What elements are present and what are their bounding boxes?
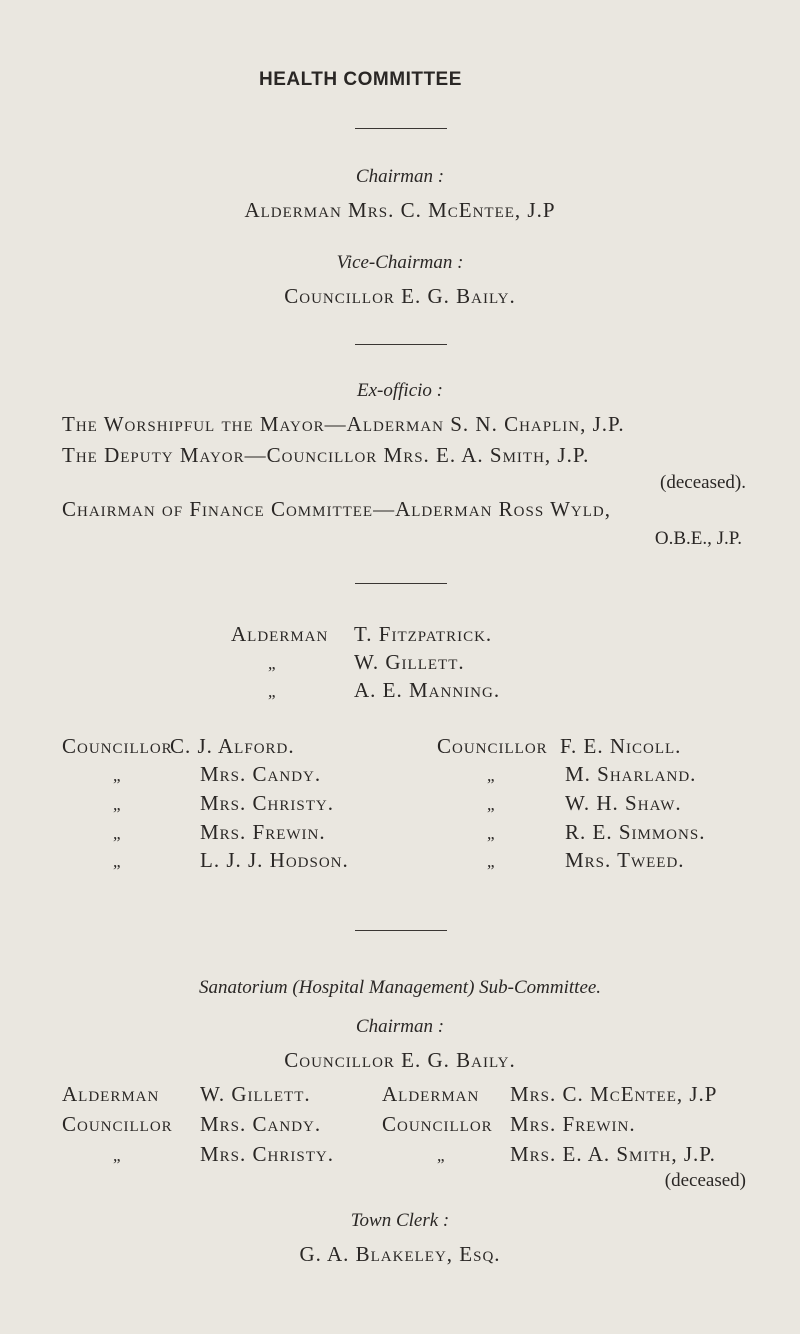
councillor-name: F. E. Nicoll. (560, 734, 682, 758)
chairman-name: Alderman Mrs. C. McEntee, J.P (244, 198, 556, 222)
ex-officio-mayor: The Worshipful the Mayor—Alderman S. N. Chaplin, J.P. (62, 412, 625, 436)
vice-chairman-name: Councillor E. G. Baily. (284, 284, 516, 308)
ditto-mark: „ (113, 824, 121, 843)
member-name: W. Gillett. (200, 1082, 311, 1106)
member-name: Mrs. Candy. (200, 1112, 322, 1136)
deceased-note: (deceased). (660, 472, 746, 493)
ex-officio-finance-chairman: Chairman of Finance Committee—Alderman Ross Wyld, (62, 497, 611, 521)
councillor-name: Mrs. Christy. (200, 791, 334, 815)
alderman-name: T. Fitzpatrick. (354, 622, 493, 646)
sub-committee-chairman-name: Councillor E. G. Baily. (284, 1048, 516, 1072)
divider (355, 930, 447, 931)
councillor-name: Mrs. Frewin. (200, 820, 326, 844)
alderman-title: Alderman (231, 622, 329, 646)
councillor-name: Mrs. Tweed. (565, 848, 685, 872)
chairman-label: Chairman : (355, 166, 445, 187)
divider (355, 128, 447, 129)
member-title: Councillor (62, 1112, 173, 1136)
sub-committee-chairman-label: Chairman : (355, 1016, 445, 1037)
councillor-title: Councillor (437, 734, 548, 758)
councillor-name: M. Sharland. (565, 762, 697, 786)
councillor-title: Councillor (62, 734, 173, 758)
ex-officio-deputy-mayor: The Deputy Mayor—Councillor Mrs. E. A. Smith, J.P. (62, 443, 590, 467)
ditto-mark: „ (487, 852, 495, 871)
councillor-name: C. J. Alford. (170, 734, 295, 758)
ditto-mark: „ (437, 1146, 445, 1165)
alderman-name: A. E. Manning. (354, 678, 501, 702)
ditto-mark: „ (487, 824, 495, 843)
town-clerk-name: G. A. Blakeley, Esq. (299, 1242, 501, 1266)
ditto-mark: „ (113, 852, 121, 871)
ex-officio-honours: O.B.E., J.P. (654, 528, 742, 549)
deceased-note: (deceased) (664, 1170, 746, 1191)
divider (355, 583, 447, 584)
alderman-name: W. Gillett. (354, 650, 465, 674)
ditto-mark: „ (268, 682, 276, 701)
member-name: Mrs. C. McEntee, J.P (510, 1082, 718, 1106)
ditto-mark: „ (487, 766, 495, 785)
vice-chairman-label: Vice-Chairman : (336, 252, 464, 273)
member-name: Mrs. E. A. Smith, J.P. (510, 1142, 716, 1166)
member-title: Councillor (382, 1112, 493, 1136)
member-title: Alderman (382, 1082, 480, 1106)
ditto-mark: „ (113, 795, 121, 814)
ditto-mark: „ (113, 1146, 121, 1165)
ditto-mark: „ (113, 766, 121, 785)
member-title: Alderman (62, 1082, 160, 1106)
ditto-mark: „ (268, 654, 276, 673)
divider (355, 344, 447, 345)
member-name: Mrs. Christy. (200, 1142, 334, 1166)
councillor-name: W. H. Shaw. (565, 791, 682, 815)
councillor-name: L. J. J. Hodson. (200, 848, 349, 872)
ex-officio-label: Ex-officio : (357, 380, 443, 401)
member-name: Mrs. Frewin. (510, 1112, 636, 1136)
page-title: HEALTH COMMITTEE (259, 69, 462, 90)
ditto-mark: „ (487, 795, 495, 814)
councillor-name: Mrs. Candy. (200, 762, 322, 786)
sub-committee-heading: Sanatorium (Hospital Management) Sub-Committee. (198, 977, 602, 998)
town-clerk-label: Town Clerk : (350, 1210, 450, 1231)
councillor-name: R. E. Simmons. (565, 820, 706, 844)
